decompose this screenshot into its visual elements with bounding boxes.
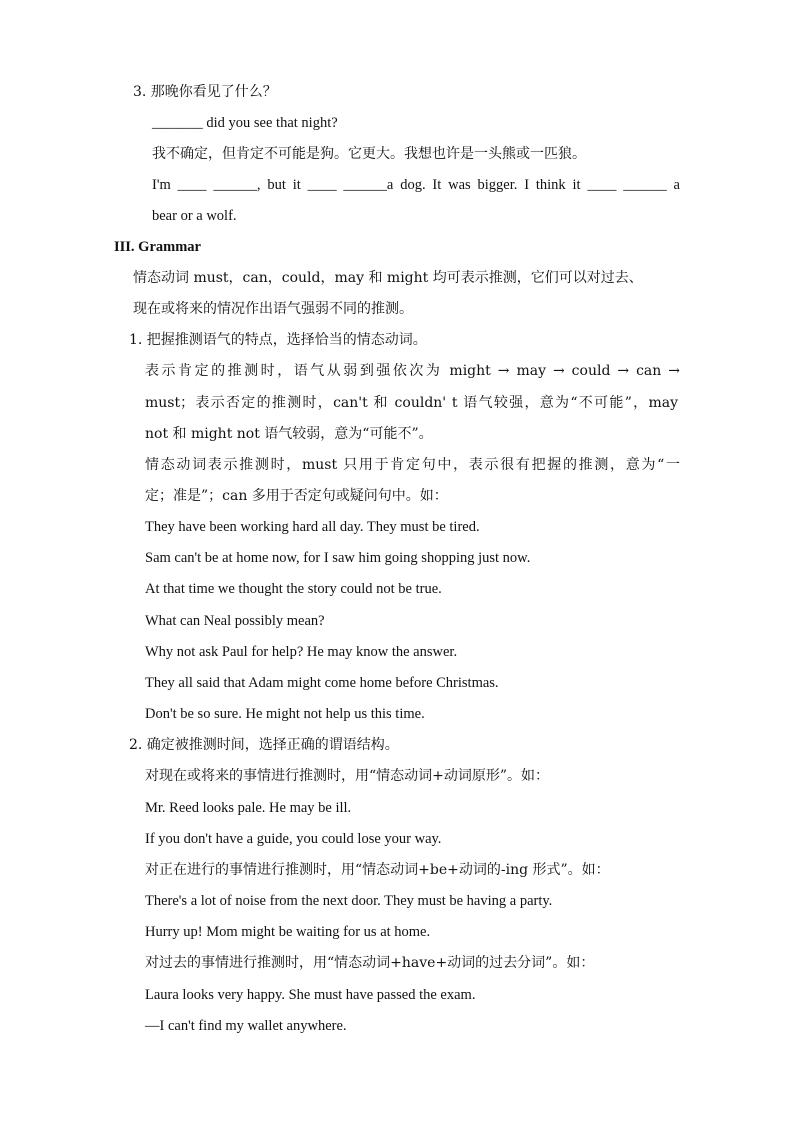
- grammar-intro-line-2: 现在或将来的情况作出语气强弱不同的推测。: [133, 301, 413, 317]
- grammar-point-2-heading: 2. 确定被推测时间，选择正确的谓语结构。: [129, 737, 399, 753]
- grammar-intro-line-1: 情态动词 must，can，could，may 和 might 均可表示推测，它们可以对过去、: [133, 270, 643, 286]
- example-sentence: —I can't find my wallet anywhere.: [145, 1018, 347, 1034]
- grammar-point-1-heading: 1. 把握推测语气的特点，选择恰当的情态动词。: [129, 332, 427, 348]
- example-sentence: They have been working hard all day. They must be tired.: [145, 519, 480, 535]
- question-3-chinese: 3. 那晚你看见了什么？: [133, 84, 277, 100]
- answer-3-chinese: 我不确定，但肯定不可能是狗。它更大。我想也许是一头熊或一匹狼。: [152, 146, 586, 162]
- point-1-para-1-line-3: not 和 might not 语气较弱，意为“可能不”。: [145, 426, 433, 442]
- example-sentence: Why not ask Paul for help? He may know the answer.: [145, 644, 458, 660]
- answer-3-english-blank-line-2: bear or a wolf.: [152, 208, 237, 224]
- point-1-para-1-line-2: must；表示否定的推测时，can't 和 couldn' t 语气较强，意为“不可能”，may: [145, 395, 678, 411]
- example-sentence: Sam can't be at home now, for I saw him going shopping just now.: [145, 550, 531, 566]
- point-2-rule-past: 对过去的事情进行推测时，用“情态动词+have+动词的过去分词”。如：: [145, 955, 595, 971]
- example-sentence: What can Neal possibly mean?: [145, 613, 325, 629]
- section-heading-grammar: III. Grammar: [114, 239, 201, 255]
- example-sentence: Laura looks very happy. She must have passed the exam.: [145, 987, 476, 1003]
- example-sentence: There's a lot of noise from the next door. They must be having a party.: [145, 893, 553, 909]
- point-2-rule-progressive: 对正在进行的事情进行推测时，用“情态动词+be+动词的-ing 形式”。如：: [145, 862, 610, 878]
- question-3-english-blank: _______ did you see that night?: [152, 115, 338, 131]
- example-sentence: Mr. Reed looks pale. He may be ill.: [145, 800, 352, 816]
- example-sentence: They all said that Adam might come home before Christmas.: [145, 675, 499, 691]
- example-sentence: Hurry up! Mom might be waiting for us at home.: [145, 924, 431, 940]
- example-sentence: If you don't have a guide, you could lose your way.: [145, 831, 442, 847]
- point-1-para-2-line-1: 情态动词表示推测时，must 只用于肯定句中，表示很有把握的推测，意为“一: [145, 457, 680, 473]
- example-sentence: At that time we thought the story could not be true.: [145, 581, 442, 597]
- point-2-rule-present: 对现在或将来的事情进行推测时，用“情态动词+动词原形”。如：: [145, 768, 550, 784]
- point-1-para-2-line-2: 定；准是”；can 多用于否定句或疑问句中。如：: [145, 488, 448, 504]
- point-1-para-1-line-1: 表示肯定的推测时，语气从弱到强依次为 might → may → could → can →: [145, 363, 680, 379]
- example-sentence: Don't be so sure. He might not help us this time.: [145, 706, 425, 722]
- answer-3-english-blank-line-1: I'm ____ ______, but it ____ ______a dog. It was bigger. I think it ____ ______ a: [152, 177, 680, 193]
